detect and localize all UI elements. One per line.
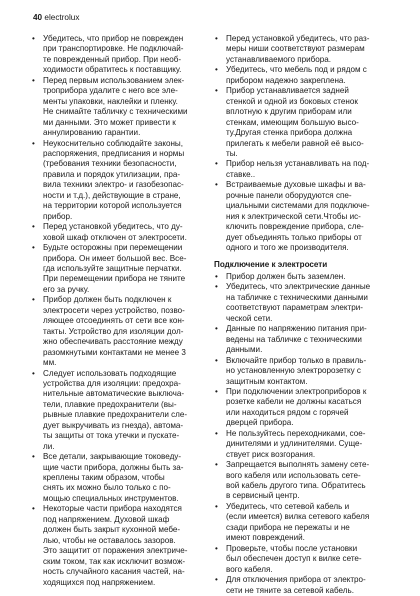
right-bullet-list-top xyxy=(214,34,388,254)
list-item xyxy=(214,544,388,575)
text-line: электросети через устройство, позво- xyxy=(43,305,185,315)
text-line: дверцей прибора. xyxy=(226,418,294,428)
text-line: щие части прибора, должны быть за- xyxy=(43,462,184,472)
text-line: имеют повреждений. xyxy=(226,533,305,543)
list-item xyxy=(214,180,388,253)
list-item xyxy=(31,34,205,76)
text-line: вого кабеля. xyxy=(226,564,273,574)
list-item xyxy=(31,222,205,243)
text-line: прибор. xyxy=(43,211,73,221)
text-line: одного и того же производителя. xyxy=(226,243,349,253)
text-line: в сервисный центр. xyxy=(226,491,300,501)
text-line: • Перед установкой убедитесь, что раз- xyxy=(226,34,370,43)
text-line: под напряжением. Духовой шкаф xyxy=(43,514,170,524)
text-line: такты. Устройство для изоляции дол- xyxy=(43,326,184,336)
text-line: менты упаковки, наклейки и пленку. xyxy=(43,96,178,106)
text-line: • Неукоснительно соблюдайте законы, xyxy=(43,138,183,148)
text-line: ми данными. Это может привести к xyxy=(43,117,176,127)
text-line: стенкам, имеющим большую высо- xyxy=(226,117,359,127)
text-line: • Не пользуйтесь переходниками, сое- xyxy=(226,428,366,438)
text-line: • Следует использовать подходящие xyxy=(43,368,177,378)
text-line: аннулированию гарантии. xyxy=(43,128,141,138)
text-line: те поврежденный прибор. При необ- xyxy=(43,54,182,64)
text-line: ляющее отсоединять от сети все кон- xyxy=(43,316,185,326)
text-line: устанавливаемого прибора. xyxy=(226,54,332,64)
text-line: ли. xyxy=(43,441,55,451)
list-item xyxy=(31,295,205,368)
text-line: ты. xyxy=(226,148,238,158)
text-line: ния к электрической сети.Чтобы ис- xyxy=(226,211,361,221)
text-line: • Все детали, закрывающие токоведу- xyxy=(43,452,182,462)
text-line: ческой сети. xyxy=(226,313,273,323)
text-line: жно обеспечивать расстояние между xyxy=(43,337,183,347)
text-line: • Для отключения прибора от электро- xyxy=(226,575,366,585)
text-line: ключить повреждение прибора, сле- xyxy=(226,222,364,232)
text-line: • Встраиваемые духовые шкафы и ва- xyxy=(226,180,366,190)
text-line: • При подключении электроприборов к xyxy=(226,386,367,396)
text-line: • Прибор нельзя устанавливать на под- xyxy=(226,159,370,169)
list-item xyxy=(214,282,388,324)
text-line: • Убедитесь, что сетевой кабель и xyxy=(226,501,350,511)
text-line: • Некоторые части прибора находятся xyxy=(43,504,182,514)
list-item xyxy=(214,502,388,544)
text-line: должен быть закрыт кухонной мебе- xyxy=(43,525,181,535)
list-item xyxy=(214,356,388,387)
brand-name: electrolux xyxy=(44,13,80,22)
text-line: циальными системами для подключе- xyxy=(226,201,370,211)
text-line: Не снимайте табличку с техническими xyxy=(43,107,188,117)
text-line: вого кабеля или использовать сете- xyxy=(226,470,361,480)
text-line: (требования техники безопасности, xyxy=(43,159,177,169)
list-item xyxy=(31,76,205,139)
text-line: ствует риск возгорания. xyxy=(226,449,316,459)
text-line: снять их можно было только с по- xyxy=(43,483,171,493)
list-item xyxy=(214,429,388,460)
text-line: гда используйте защитные перчатки. xyxy=(43,263,182,273)
text-line: нительные автоматические выключа- xyxy=(43,389,185,399)
text-line: • Перед установкой убедитесь, что ду- xyxy=(43,222,183,232)
text-line: ховой шкаф отключен от электросети. xyxy=(43,232,187,242)
text-line: сети не тяните за сетевой кабель. xyxy=(226,585,354,595)
left-bullet-list xyxy=(31,34,205,588)
page-header xyxy=(33,13,79,23)
text-line: был обеспечен доступ к вилке сете- xyxy=(226,554,362,564)
text-line: • Прибор устанавливается задней xyxy=(226,86,349,96)
text-line: дует объединять только приборы от xyxy=(226,232,362,242)
text-line: ность случайного касания частей, на- xyxy=(43,567,185,577)
text-line: на табличке с техническими данными xyxy=(226,292,368,302)
text-line: устройства для изоляции: предохра- xyxy=(43,378,181,388)
text-line: мощью специальных инструментов. xyxy=(43,493,179,503)
list-item xyxy=(31,369,205,453)
section-heading: Подключение к электросети xyxy=(214,259,328,269)
text-line: • Прибор должен быть заземлен. xyxy=(226,271,346,281)
text-line: прибора. Он имеет большой вес. Все- xyxy=(43,253,187,263)
list-item xyxy=(214,324,388,355)
list-item xyxy=(214,387,388,429)
text-line: ским током, так как исключит возмож- xyxy=(43,556,186,566)
text-line: меры ниши соответствуют размерам xyxy=(226,44,365,54)
text-line: правила и порядок утилизации, пра- xyxy=(43,169,181,179)
text-line: • Убедитесь, что электрические данные xyxy=(226,282,371,292)
text-line: распоряжения, предписания и нормы xyxy=(43,148,185,158)
list-item xyxy=(214,159,388,180)
list-item xyxy=(214,34,388,65)
text-line: • Запрещается выполнять замену сете- xyxy=(226,460,370,470)
text-line: вплотную к другим приборам или xyxy=(226,107,352,117)
text-line: при транспортировке. Не подключай- xyxy=(43,44,184,54)
left-column xyxy=(31,34,205,588)
list-item xyxy=(31,139,205,223)
text-line: креплены таким образом, чтобы xyxy=(43,473,165,483)
list-item xyxy=(31,243,205,295)
list-item xyxy=(31,452,205,504)
list-item xyxy=(214,575,388,596)
text-line: лью, чтобы не оставалось зазоров. xyxy=(43,535,176,545)
text-line: (если имеется) вилка сетевого кабеля xyxy=(226,512,370,522)
text-line: прибором надежно закреплена. xyxy=(226,75,346,85)
text-line: ходящихся под напряжением. xyxy=(43,577,156,587)
page-number: 40 xyxy=(33,13,43,22)
text-line: тели, плавкие предохранители (вы- xyxy=(43,399,177,409)
text-line: • Данные по напряжению питания при- xyxy=(226,324,367,334)
text-line: • Убедитесь, что мебель под и рядом с xyxy=(226,65,367,75)
text-line: сзади прибора не пережаты и не xyxy=(226,522,350,532)
text-line: защитным контактом. xyxy=(226,376,308,386)
text-line: • Проверьте, чтобы после установки xyxy=(226,543,358,553)
list-item xyxy=(214,65,388,86)
text-line: или находиться рядом с горячей xyxy=(226,407,349,417)
text-line: соответствуют параметрам электри- xyxy=(226,303,363,313)
text-line: его за ручку. xyxy=(43,284,90,294)
list-item xyxy=(214,460,388,502)
text-line: ведены на табличке с техническими xyxy=(226,334,362,344)
text-line: • Будьте осторожны при перемещении xyxy=(43,243,183,253)
list-item xyxy=(31,504,205,588)
text-line: разомкнутыми контактами не менее 3 xyxy=(43,347,186,357)
text-line: троприбора удалите с него все эле- xyxy=(43,86,178,96)
text-line: дует выкручивать из гнезда), автома- xyxy=(43,420,184,430)
text-line: рочные панели оборудуются спе- xyxy=(226,190,352,200)
text-line: • Прибор должен быть подключен к xyxy=(43,295,172,305)
text-line: ты защиты от тока утечки и пускате- xyxy=(43,431,180,441)
text-line: • Перед первым использованием элек- xyxy=(43,75,185,85)
text-line: ности и т.д.), действующие в стране, xyxy=(43,190,181,200)
text-line: на территории которой используется xyxy=(43,201,182,211)
list-item xyxy=(214,272,388,282)
right-column xyxy=(214,34,388,596)
text-line: данными. xyxy=(226,345,263,355)
text-line: прилегать к мебели равной её высо- xyxy=(226,138,364,148)
list-item xyxy=(214,86,388,159)
text-line: • Включайте прибор только в правиль- xyxy=(226,355,367,365)
text-line: При перемещении прибора не тяните xyxy=(43,274,186,284)
text-line: но установленную электророзетку с xyxy=(226,366,361,376)
text-line: • Убедитесь, что прибор не поврежден xyxy=(43,34,184,43)
text-line: динителями и удлинителями. Суще- xyxy=(226,439,363,449)
text-line: ходимости обратитесь к поставщику. xyxy=(43,65,182,75)
text-line: стенкой и одной из боковых стенок xyxy=(226,96,358,106)
text-line: розетке кабели не должны касаться xyxy=(226,397,362,407)
text-line: Это защитит от поражения электриче- xyxy=(43,546,188,556)
text-line: вила техники электро- и газобезопас- xyxy=(43,180,184,190)
text-line: ставке.. xyxy=(226,169,256,179)
text-line: вой кабель другого типа. Обратитесь xyxy=(226,481,366,491)
text-line: рывные плавкие предохранители сле- xyxy=(43,410,188,420)
text-line: ту.Другая стенка прибора должна xyxy=(226,128,353,138)
right-bullet-list-bottom xyxy=(214,272,388,596)
text-line: мм. xyxy=(43,358,57,368)
